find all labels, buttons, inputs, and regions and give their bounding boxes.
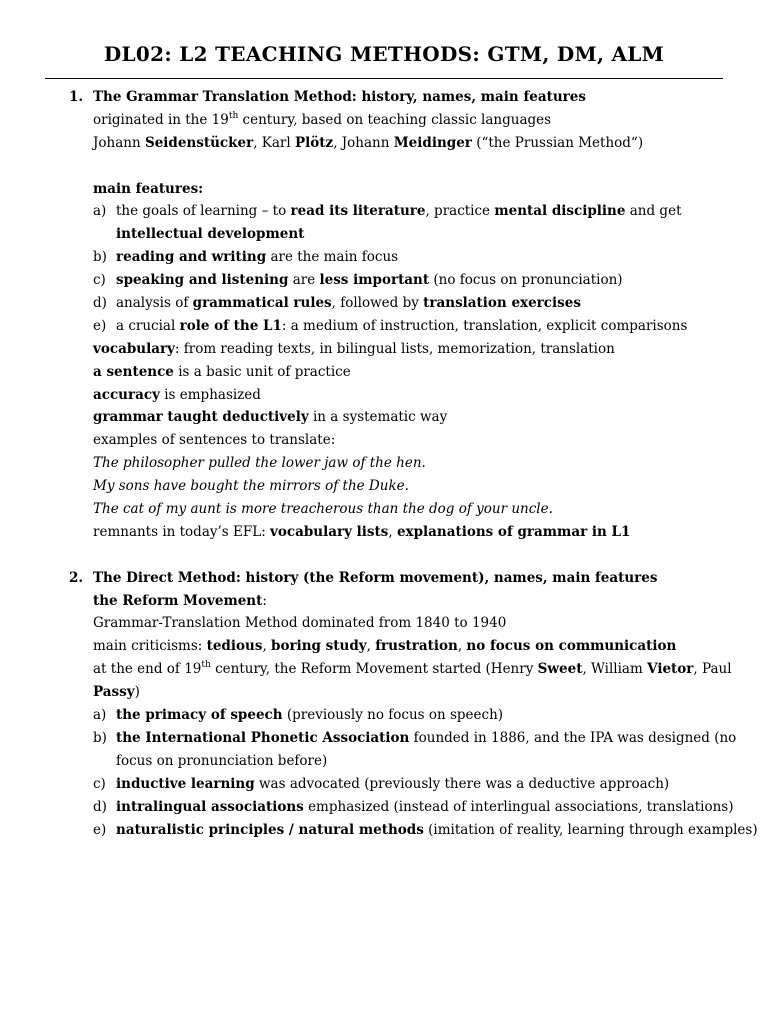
text-run: grammar taught deductively [93,409,309,426]
list-item [0,292,768,315]
page-title: DL02: L2 TEACHING METHODS: GTM, DM, ALM [103,42,665,66]
text-run: ) [134,684,140,701]
text-run: (no focus on pronunciation) [429,272,623,289]
text-run: speaking and listening [116,272,289,289]
text-run: examples of sentences to translate: [93,432,336,449]
text-line [0,681,768,704]
text-run: remnants in today’s EFL: [93,523,271,540]
text-line [0,338,768,361]
text-run: was advocated (previously there was a deductive approach) [254,775,670,792]
text-run: is emphasized [159,386,261,403]
text-run: the goals of learning – to [116,203,291,220]
text-line [0,361,768,384]
text-run: , practice [425,203,495,220]
text-run: Seidenstücker [144,134,254,151]
item-letter: b) [93,249,107,266]
text-line [0,132,768,155]
text-run: vocabulary lists [270,523,389,540]
text-run: accuracy [93,386,160,403]
text-run: in a systematic way [308,409,448,426]
list-item [0,727,768,750]
text-run: and get [625,203,682,220]
item-letter: d) [93,295,107,312]
text-run: , William [582,661,648,678]
item-letter: c) [93,775,106,792]
text-run: Grammar-Translation Method dominated from 1840 to 1940 [93,615,507,632]
text-run: the Reform Movement [93,592,263,609]
text-run: emphasized (instead of interlingual associations, translations) [303,798,734,815]
list-item [0,315,768,338]
text-run: Sweet [537,661,583,678]
text-run: The cat of my aunt is more treacherous than the dog of your uncle. [93,501,553,518]
text-run: a crucial [116,317,180,334]
blank-line [0,155,768,178]
text-run: the International Phonetic Association [116,729,410,746]
text-line [0,109,768,132]
text-run: is a basic unit of practice [173,363,351,380]
text-run: boring study [271,638,367,655]
text-run: originated in the 19 [93,111,229,128]
item-letter: e) [93,317,107,334]
text-run: intellectual development [116,226,305,243]
text-line [0,178,768,201]
blank-line [0,544,768,567]
text-run: naturalistic principles / natural methods [116,821,424,838]
list-item [0,200,768,223]
text-run: at the end of 19 [93,661,202,678]
text-run: , followed by [331,295,424,312]
text-run: tedious [206,638,263,655]
text-run: : a medium of instruction, translation, explicit comparisons [281,317,688,334]
text-run: Meidinger [393,134,472,151]
text-run: (“the Prussian Method“) [471,134,644,151]
text-run: century, the Reform Movement started (Henry [210,661,538,678]
section-number: 2. [69,569,84,586]
text-run: frustration [375,638,458,655]
item-letter: e) [93,821,107,838]
text-run: role of the L1 [179,317,282,334]
text-run: Vietor [647,661,694,678]
list-item [0,796,768,819]
text-run: , Karl [253,134,295,151]
text-run: , [388,523,397,540]
text-line [0,498,768,521]
text-line [0,635,768,658]
item-letter: d) [93,798,107,815]
text-run: The Grammar Translation Method: history, names, main features [93,89,586,105]
text-run: th [201,660,211,671]
title-divider [45,78,723,79]
item-letter: c) [93,272,106,289]
text-run: founded in 1886, and the IPA was designed (no [409,729,737,746]
text-line [0,750,768,773]
text-run: Passy [93,684,135,701]
text-run: (previously no focus on speech) [282,707,504,724]
section-heading [0,567,768,590]
text-run: read its literature [290,203,426,220]
list-item [0,269,768,292]
item-letter: b) [93,729,107,746]
item-letter: a) [93,707,107,724]
text-run: The philosopher pulled the lower jaw of the hen. [93,455,426,472]
text-line [0,475,768,498]
text-run: My sons have bought the mirrors of the Duke. [93,478,409,495]
text-run: the primacy of speech [116,707,283,724]
text-run: are the main focus [266,249,399,266]
list-item [0,704,768,727]
text-line [0,521,768,544]
text-line [0,658,768,681]
list-item [0,246,768,269]
text-run: explanations of grammar in L1 [396,523,631,540]
text-run: century, based on teaching classic languages [238,111,552,128]
text-run: : from reading texts, in bilingual lists, memorization, translation [174,340,615,357]
text-run: The Direct Method: history (the Reform movement), names, main features [93,569,658,586]
list-item [0,819,768,842]
text-run: analysis of [116,295,193,312]
item-letter: a) [93,203,107,220]
text-line [0,429,768,452]
section-number: 1. [69,89,84,105]
text-run: grammatical rules [192,295,332,312]
text-run: Plötz [295,134,334,151]
text-run: reading and writing [116,249,267,266]
text-line [0,223,768,246]
text-line [0,406,768,429]
text-line [0,590,768,613]
text-run: intralingual associations [116,798,304,815]
text-run: Johann [93,134,145,151]
text-run: focus on pronunciation before) [116,752,328,769]
text-run: main features: [93,180,204,197]
text-run: , Paul [693,661,732,678]
text-run: inductive learning [116,775,255,792]
text-run: no focus on communication [466,638,677,655]
text-run: , [457,638,467,655]
text-run: th [228,110,239,121]
text-run: , Johann [333,134,394,151]
text-run: mental discipline [494,203,626,220]
text-run: vocabulary [93,340,175,357]
text-line [0,612,768,635]
text-run: a sentence [93,363,174,380]
text-run: are [288,272,320,289]
text-run: , [366,638,376,655]
text-run: main criticisms: [93,638,207,655]
text-run: (imitation of reality, learning through examples) [423,821,758,838]
text-run: , [262,638,272,655]
text-run: translation exercises [423,295,581,312]
list-item [0,773,768,796]
document-body [0,86,768,841]
section-heading [0,86,768,109]
text-run: : [262,592,267,609]
text-line [0,384,768,407]
text-line [0,452,768,475]
text-run: less important [319,272,430,289]
